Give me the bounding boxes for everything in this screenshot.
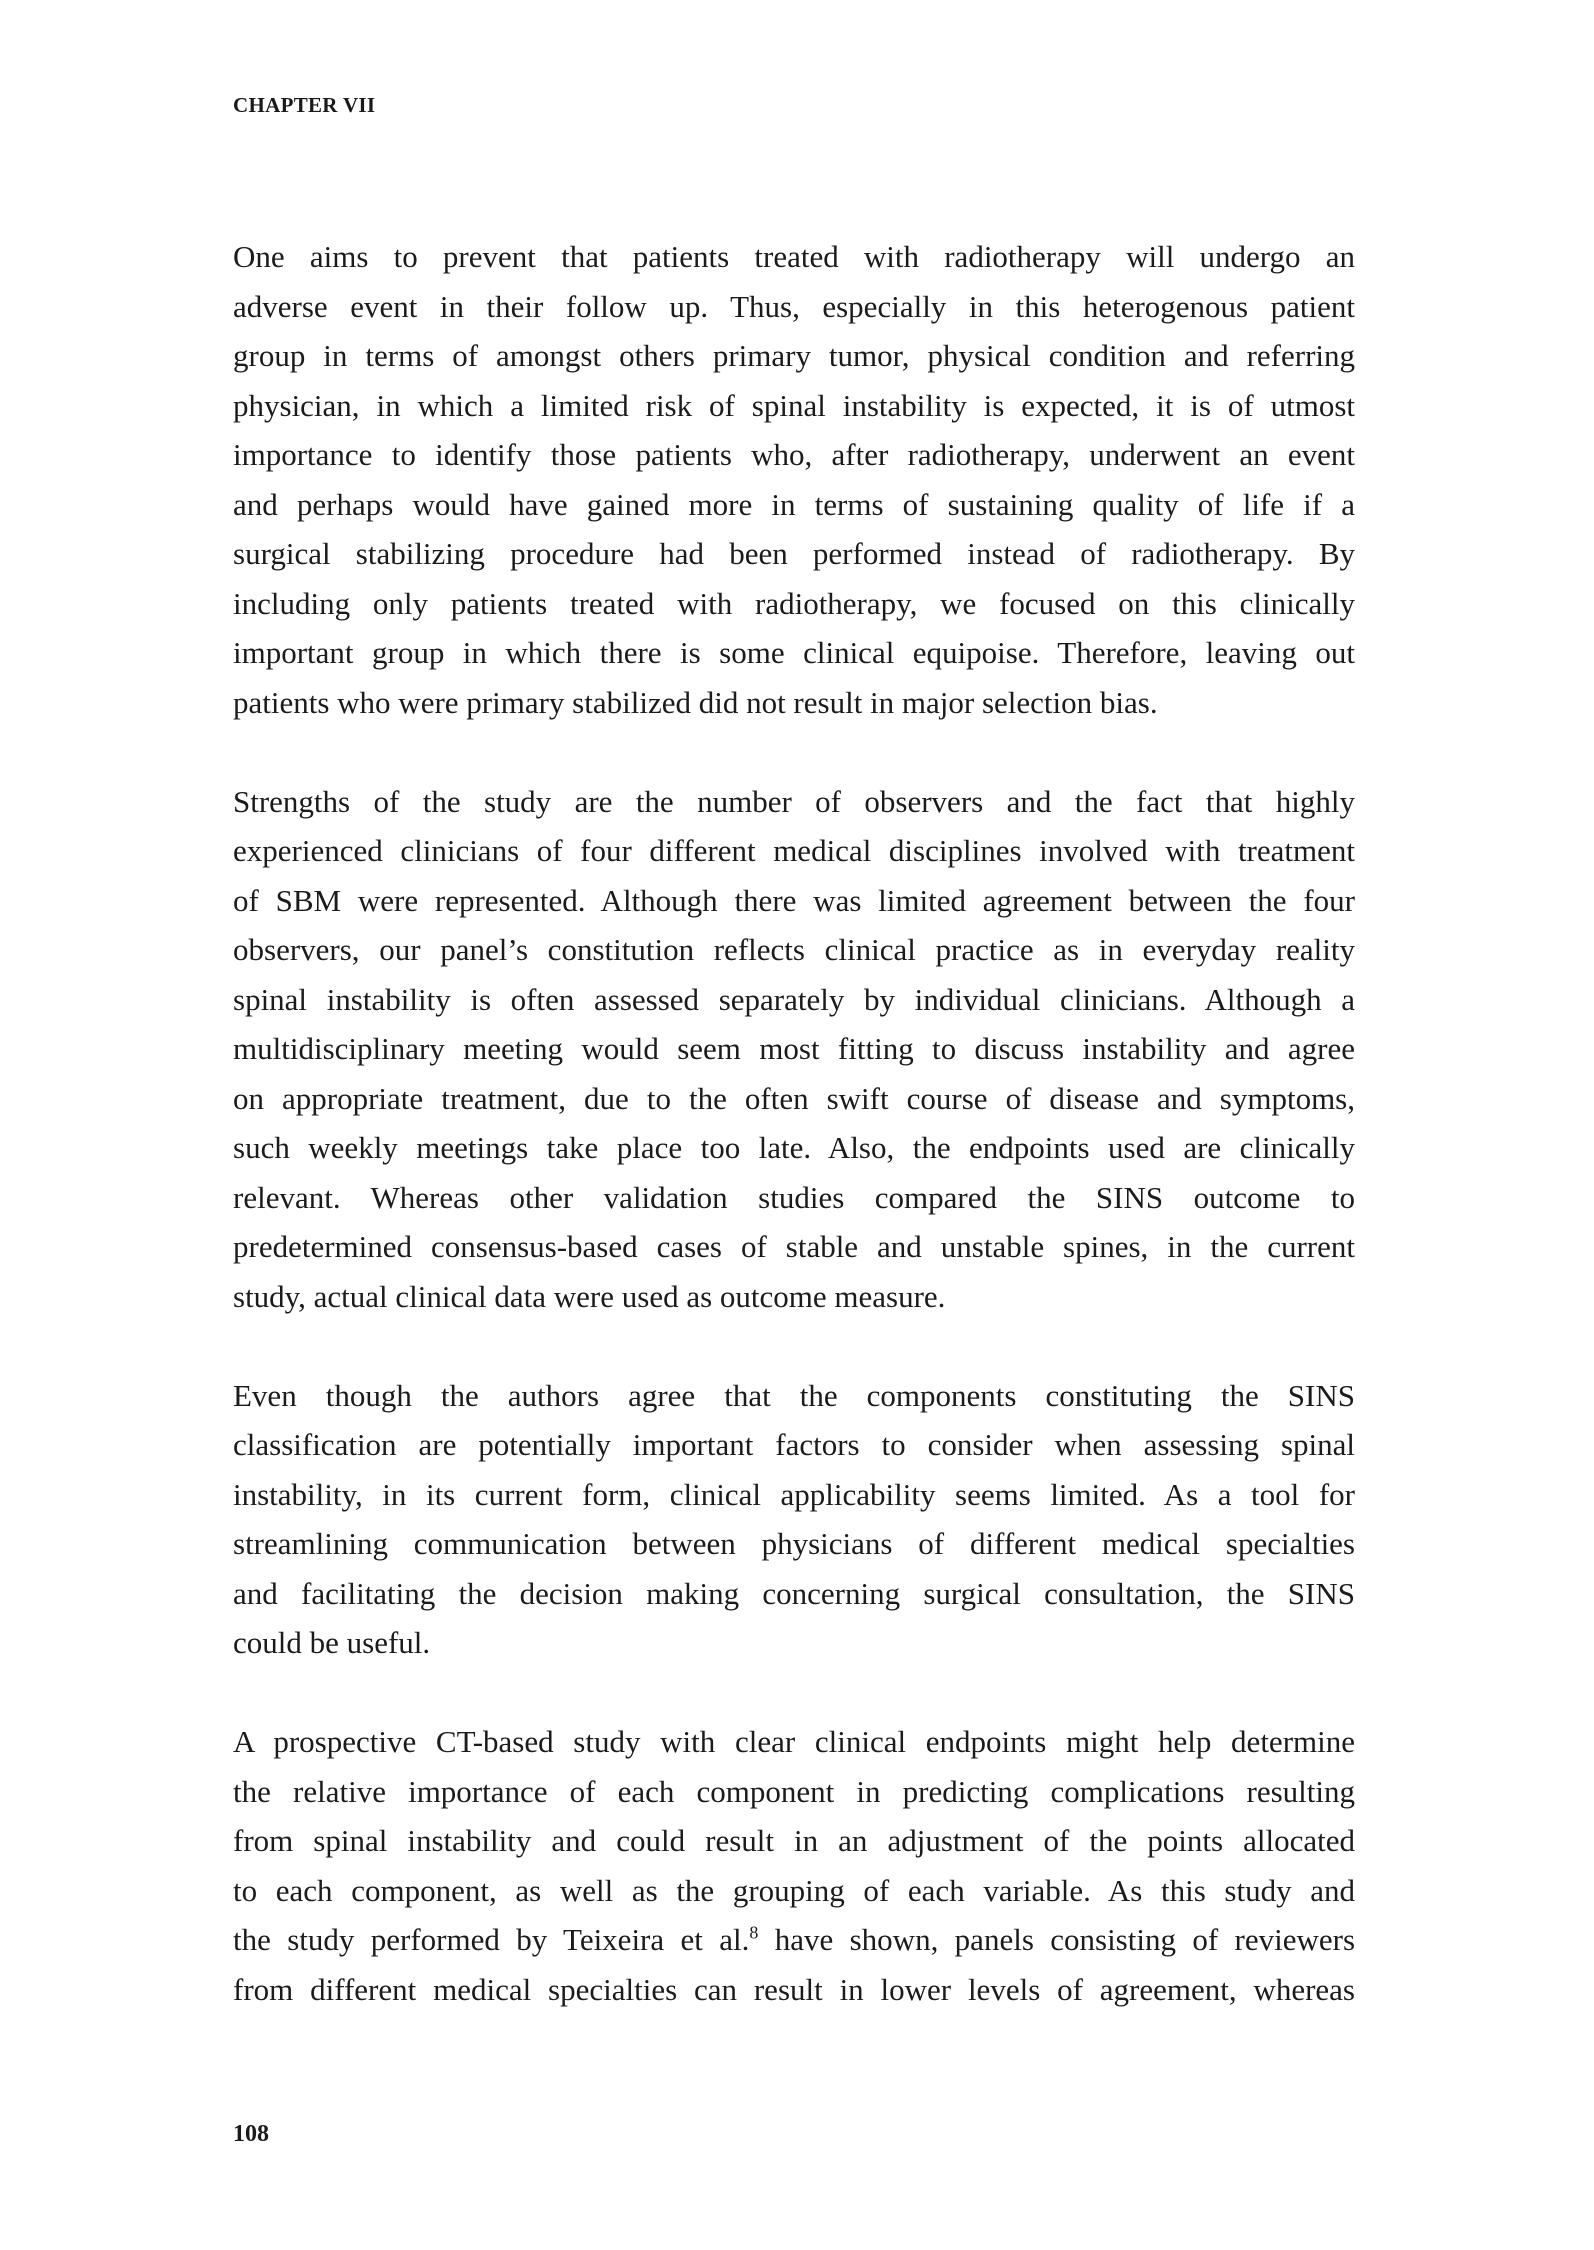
text-line: important group in which there is some clinical equipoise. Therefore, leaving out	[233, 635, 1355, 670]
text-line: and facilitating the decision making concerning surgical consultation, the SINS	[233, 1575, 1355, 1611]
text-line: physician, in which a limited risk of spinal instability is expected, it is of utmost	[233, 387, 1355, 423]
text-line: including only patients treated with radiotherapy, we focused on this clinically	[233, 585, 1355, 621]
text-line-with-citation	[233, 1915, 1355, 1965]
text-line: such weekly meetings take place too late. Also, the endpoints used are clinically	[233, 1130, 1355, 1165]
paragraph-1	[233, 232, 1355, 727]
text-line: experienced clinicians of four different medical disciplines involved with treatment	[233, 833, 1355, 868]
text-line: from spinal instability and could result in an adjustment of the points allocated	[233, 1823, 1355, 1858]
text-line: multidisciplinary meeting would seem most fitting to discuss instability and agree	[233, 1031, 1355, 1066]
text-line: to each component, as well as the grouping of each variable. As this study and	[233, 1872, 1355, 1908]
text-line: spinal instability is often assessed separately by individual clinicians. Although a	[233, 981, 1355, 1017]
text-line: Strengths of the study are the number of observers and the fact that highly	[233, 783, 1355, 819]
running-header-chapter: CHAPTER VII	[233, 93, 376, 117]
text-line: adverse event in their follow up. Thus, especially in this heterogenous patient	[233, 288, 1355, 324]
citation-text-after: have shown, panels consisting of reviewers	[758, 1922, 1356, 1957]
text-line: Even though the authors agree that the components constituting the SINS	[233, 1377, 1355, 1413]
text-line: importance to identify those patients who, after radiotherapy, underwent an event	[233, 437, 1355, 472]
citation-reference-8[interactable]: 8	[749, 1922, 759, 1943]
text-line: group in terms of amongst others primary tumor, physical condition and referring	[233, 338, 1355, 373]
paragraph-3	[233, 1371, 1355, 1668]
text-line: patients who were primary stabilized did not result in major selection bias.	[233, 684, 1158, 720]
text-line: could be useful.	[233, 1625, 431, 1660]
text-line: surgical stabilizing procedure had been performed instead of radiotherapy. By	[233, 536, 1355, 571]
paragraph-2	[233, 777, 1355, 1322]
text-line: from different medical specialties can result in lower levels of agreement, whereas	[233, 1971, 1355, 2007]
text-line: classification are potentially important factors to consider when assessing spinal	[233, 1427, 1355, 1462]
citation-text-before: the study performed by Teixeira et al.	[233, 1922, 750, 1957]
text-line: the relative importance of each component in predicting complications resulting	[233, 1773, 1355, 1809]
text-line: relevant. Whereas other validation studies compared the SINS outcome to	[233, 1179, 1355, 1215]
text-line: study, actual clinical data were used as outcome measure.	[233, 1278, 946, 1314]
body-text	[233, 232, 1355, 2064]
text-line: One aims to prevent that patients treated with radiotherapy will undergo an	[233, 239, 1355, 274]
text-line: A prospective CT-based study with clear clinical endpoints might help determine	[233, 1724, 1355, 1759]
text-line: of SBM were represented. Although there was limited agreement between the four	[233, 882, 1355, 918]
text-line: observers, our panel’s constitution reflects clinical practice as in everyday reality	[233, 932, 1355, 967]
text-line: instability, in its current form, clinical applicability seems limited. As a tool for	[233, 1476, 1355, 1512]
text-line: and perhaps would have gained more in terms of sustaining quality of life if a	[233, 486, 1355, 522]
page-number: 108	[233, 2121, 269, 2147]
paragraph-4	[233, 1717, 1355, 2014]
text-line: streamlining communication between physicians of different medical specialties	[233, 1526, 1355, 1561]
text-line: predetermined consensus-based cases of stable and unstable spines, in the current	[233, 1229, 1355, 1264]
text-line: on appropriate treatment, due to the often swift course of disease and symptoms,	[233, 1080, 1355, 1116]
